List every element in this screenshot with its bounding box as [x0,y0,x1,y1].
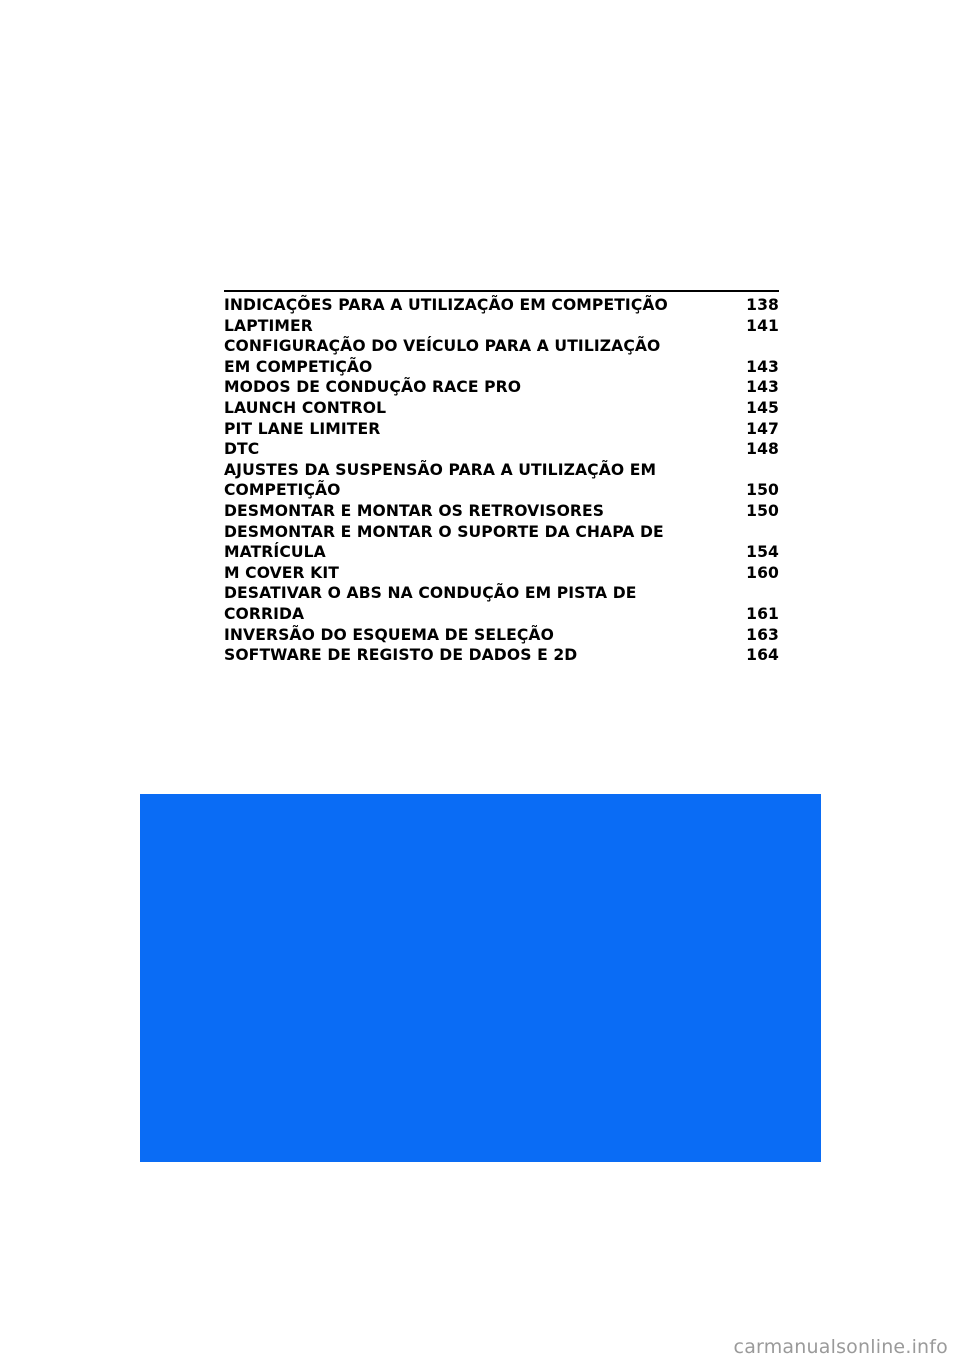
toc-entry-title: INVERSÃO DO ESQUEMA DE SELEÇÃO [224,625,554,644]
toc-entry-page: 150 [746,481,779,500]
watermark: carmanualsonline.info [733,1336,948,1358]
toc-entry-page: 154 [746,543,779,562]
toc-entry-title: DESMONTAR E MONTAR O SUPORTE DA CHAPA DE MATRÍCULA [224,522,664,562]
toc-entry-page: 147 [746,419,779,438]
toc-entry[interactable] [224,295,779,316]
toc-entry-title: MODOS DE CONDUÇÃO RACE PRO [224,378,522,397]
toc-entry[interactable] [224,563,779,584]
toc-entry-title: DTC [224,440,260,459]
toc-entry-title: SOFTWARE DE REGISTO DE DADOS E 2D [224,646,578,665]
toc-entry[interactable] [224,398,779,419]
toc-entry[interactable] [224,460,779,501]
table-of-contents [224,290,779,666]
toc-entry-title: CONFIGURAÇÃO DO VEÍCULO PARA A UTILIZAÇÃO EM COMPETIÇÃO [224,337,661,376]
toc-entry-page: 145 [746,398,779,417]
toc-entry-page: 161 [746,604,779,623]
toc-entry-page: 164 [746,646,779,665]
toc-entry-title: M COVER KIT [224,563,340,582]
toc-entry-page: 138 [746,296,779,314]
toc-entry-title: PIT LANE LIMITER [224,419,381,438]
blue-panel [140,794,821,1162]
toc-entry[interactable] [224,419,779,440]
toc-entry-page: 163 [746,625,779,644]
toc-entry[interactable] [224,316,779,337]
toc-entry-title: DESMONTAR E MONTAR OS RETROVISORES [224,501,605,520]
toc-entry[interactable] [224,336,779,377]
toc-entry-title: INDICAÇÕES PARA A UTILIZAÇÃO EM COMPETIÇÃO [224,296,668,314]
toc-entry-page: 143 [746,378,779,397]
toc-entry[interactable] [224,645,779,666]
toc-entry-page: 160 [746,563,779,582]
toc-entry[interactable] [224,522,779,563]
toc-entry-title: DESATIVAR O ABS NA CONDUÇÃO EM PISTA DE CORRIDA [224,584,637,623]
toc-entry-page: 141 [746,316,779,335]
toc-entry[interactable] [224,583,779,624]
toc-entry[interactable] [224,625,779,646]
toc-entry[interactable] [224,377,779,398]
toc-entry-page: 148 [746,440,779,459]
toc-entry[interactable] [224,501,779,522]
toc-entry[interactable] [224,439,779,460]
toc-entry-page: 143 [746,357,779,376]
toc-entry-page: 150 [746,501,779,520]
toc-entry-title: LAUNCH CONTROL [224,398,387,417]
toc-entry-title: LAPTIMER [224,316,313,335]
toc-entry-title: AJUSTES DA SUSPENSÃO PARA A UTILIZAÇÃO EM COMPETIÇÃO [224,460,657,500]
